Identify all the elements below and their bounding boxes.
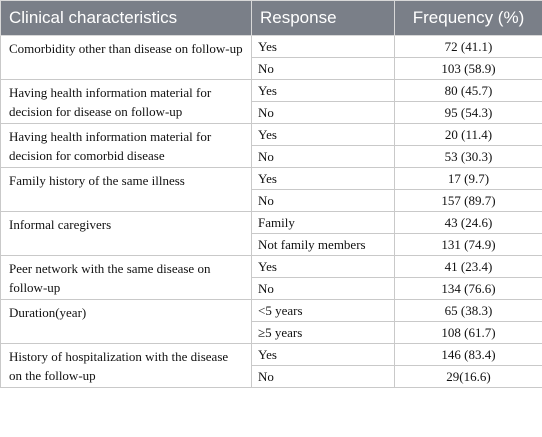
characteristic-cell: Informal caregivers [1,212,252,256]
table-row [1,344,542,366]
frequency-cell: 131 (74.9) [395,234,542,256]
response-cell: ≥5 years [252,322,395,344]
table-row [1,256,542,278]
table-row [1,36,542,58]
table-row [1,80,542,102]
response-cell: No [252,102,395,124]
response-cell: No [252,366,395,388]
frequency-cell: 65 (38.3) [395,300,542,322]
characteristic-cell: Having health information material for decision for disease on follow-up [1,80,252,124]
table-row [1,300,542,322]
response-cell: Yes [252,36,395,58]
frequency-cell: 29(16.6) [395,366,542,388]
frequency-cell: 134 (76.6) [395,278,542,300]
header-row [1,1,542,36]
header-characteristic: Clinical characteristics [1,1,252,36]
frequency-cell: 17 (9.7) [395,168,542,190]
frequency-cell: 41 (23.4) [395,256,542,278]
frequency-cell: 72 (41.1) [395,36,542,58]
frequency-cell: 80 (45.7) [395,80,542,102]
response-cell: Yes [252,124,395,146]
header-frequency: Frequency (%) [395,1,542,36]
response-cell: No [252,58,395,80]
response-cell: No [252,190,395,212]
characteristic-cell: History of hospitalization with the disease on the follow-up [1,344,252,388]
frequency-cell: 108 (61.7) [395,322,542,344]
frequency-cell: 20 (11.4) [395,124,542,146]
table-body [1,36,542,388]
table-row [1,124,542,146]
response-cell: Yes [252,168,395,190]
response-cell: No [252,146,395,168]
frequency-cell: 43 (24.6) [395,212,542,234]
frequency-cell: 53 (30.3) [395,146,542,168]
response-cell: Yes [252,344,395,366]
characteristic-cell: Peer network with the same disease on follow-up [1,256,252,300]
response-cell: Not family members [252,234,395,256]
header-response: Response [252,1,395,36]
characteristic-cell: Having health information material for decision for comorbid disease [1,124,252,168]
characteristic-cell: Duration(year) [1,300,252,344]
characteristic-cell: Family history of the same illness [1,168,252,212]
response-cell: Yes [252,80,395,102]
response-cell: <5 years [252,300,395,322]
response-cell: Yes [252,256,395,278]
table-row [1,212,542,234]
frequency-cell: 157 (89.7) [395,190,542,212]
frequency-cell: 146 (83.4) [395,344,542,366]
table-row [1,168,542,190]
frequency-cell: 103 (58.9) [395,58,542,80]
frequency-cell: 95 (54.3) [395,102,542,124]
response-cell: No [252,278,395,300]
response-cell: Family [252,212,395,234]
characteristic-cell: Comorbidity other than disease on follow-up [1,36,252,80]
